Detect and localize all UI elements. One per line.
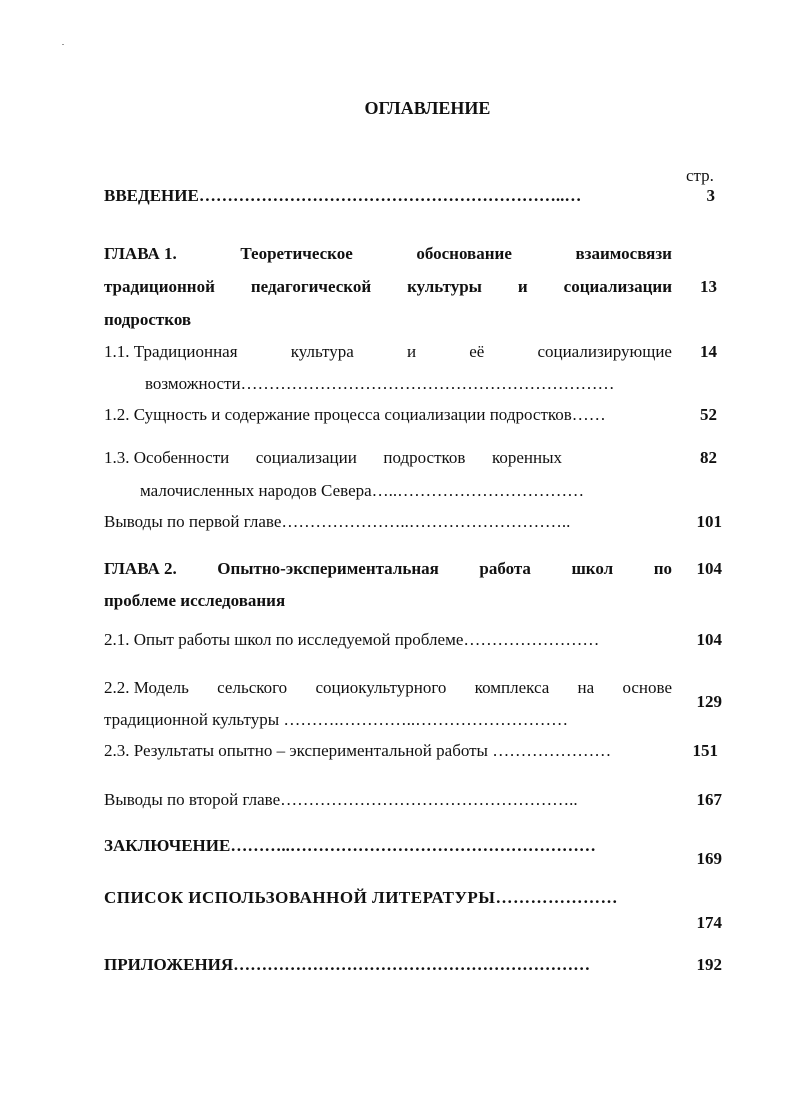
toc-entry-section-1-1-line-2[interactable]: возможности…………………………………………………………: [145, 374, 615, 393]
toc-entry-section-1-2[interactable]: 1.2. Сущность и содержание процесса социализации подростков……: [104, 405, 606, 424]
word: комплекса: [474, 678, 550, 697]
word: социализирующие: [537, 342, 672, 361]
word: по: [653, 559, 672, 578]
toc-entry-conclusions-chapter-1[interactable]: Выводы по первой главе…………………..………………………..: [104, 512, 571, 531]
toc-entry-introduction[interactable]: ВВЕДЕНИЕ………………………………………………………..…: [104, 186, 582, 205]
toc-title: ОГЛАВЛЕНИЕ: [364, 98, 491, 118]
toc-entry-section-1-3-line-1[interactable]: [104, 448, 562, 468]
toc-entry-chapter-1-line-1[interactable]: [104, 244, 672, 264]
toc-entry-section-2-1[interactable]: 2.1. Опыт работы школ по исследуемой проблеме……………………: [104, 630, 600, 649]
page-number-section-2-1: 104: [696, 630, 722, 649]
word: социализации: [255, 448, 357, 467]
word: её: [469, 342, 485, 361]
page-number-conclusion: 169: [696, 849, 722, 868]
page-number-section-1-1: 14: [700, 342, 717, 361]
word: ГЛАВА 2.: [104, 559, 177, 578]
page-number-appendices: 192: [696, 955, 722, 974]
word: Теоретическое: [240, 244, 353, 263]
word: культура: [290, 342, 354, 361]
word: сельского: [217, 678, 288, 697]
page-number-references: 174: [696, 913, 722, 932]
word: Опытно-экспериментальная: [217, 559, 439, 578]
toc-entry-chapter-1-line-3[interactable]: подростков: [104, 310, 192, 329]
toc-entry-section-1-3-line-2[interactable]: малочисленных народов Севера…..……………………………: [140, 481, 585, 500]
word: педагогической: [250, 277, 372, 296]
toc-entry-chapter-2-line-1[interactable]: [104, 559, 672, 579]
page-column-label: стр.: [686, 166, 714, 185]
page-number-introduction: 3: [706, 186, 715, 205]
toc-entry-chapter-2-line-2[interactable]: проблеме исследования: [104, 591, 286, 610]
word: взаимосвязи: [575, 244, 672, 263]
toc-entry-conclusions-chapter-2[interactable]: Выводы по второй главе……………………………………………..: [104, 790, 578, 809]
word: традиционной: [104, 277, 215, 296]
page-number-chapter-1: 13: [700, 277, 717, 296]
word: 1.3. Особенности: [104, 448, 230, 467]
page-number-section-2-3: 151: [692, 741, 718, 760]
word: 1.1. Традиционная: [104, 342, 238, 361]
word: социализации: [563, 277, 672, 296]
scan-mark: [62, 44, 64, 45]
word: работа: [479, 559, 531, 578]
toc-entry-chapter-1-line-2[interactable]: [104, 277, 672, 297]
word: 2.2. Модель: [104, 678, 189, 697]
toc-entry-section-1-1-line-1[interactable]: [104, 342, 672, 362]
word: основе: [622, 678, 672, 697]
toc-entry-section-2-3[interactable]: 2.3. Результаты опытно – экспериментальной работы …………………: [104, 741, 612, 760]
toc-entry-section-2-2-line-2[interactable]: традиционной культуры ……….…………..………………………: [104, 710, 569, 729]
word: обоснование: [416, 244, 512, 263]
word: социокультурного: [315, 678, 447, 697]
page-number-section-1-3: 82: [700, 448, 717, 467]
toc-entry-references[interactable]: СПИСОК ИСПОЛЬЗОВАННОЙ ЛИТЕРАТУРЫ…………………: [104, 888, 618, 907]
word: на: [577, 678, 595, 697]
page-number-conclusions-chapter-2: 167: [696, 790, 722, 809]
toc-entry-section-2-2-line-1[interactable]: [104, 678, 672, 698]
page-number-section-2-2: 129: [696, 692, 722, 711]
page-number-conclusions-chapter-1: 101: [696, 512, 722, 531]
toc-entry-appendices[interactable]: ПРИЛОЖЕНИЯ………………………………………………………: [104, 955, 591, 974]
word: культуры: [407, 277, 482, 296]
word: подростков: [383, 448, 466, 467]
word: и: [517, 277, 528, 296]
word: и: [406, 342, 417, 361]
word: коренных: [491, 448, 562, 467]
toc-entry-conclusion[interactable]: ЗАКЛЮЧЕНИЕ………..………………………………………………: [104, 836, 596, 855]
word: школ: [571, 559, 614, 578]
page-number-chapter-2: 104: [696, 559, 722, 578]
page-number-section-1-2: 52: [700, 405, 717, 424]
word: ГЛАВА 1.: [104, 244, 177, 263]
